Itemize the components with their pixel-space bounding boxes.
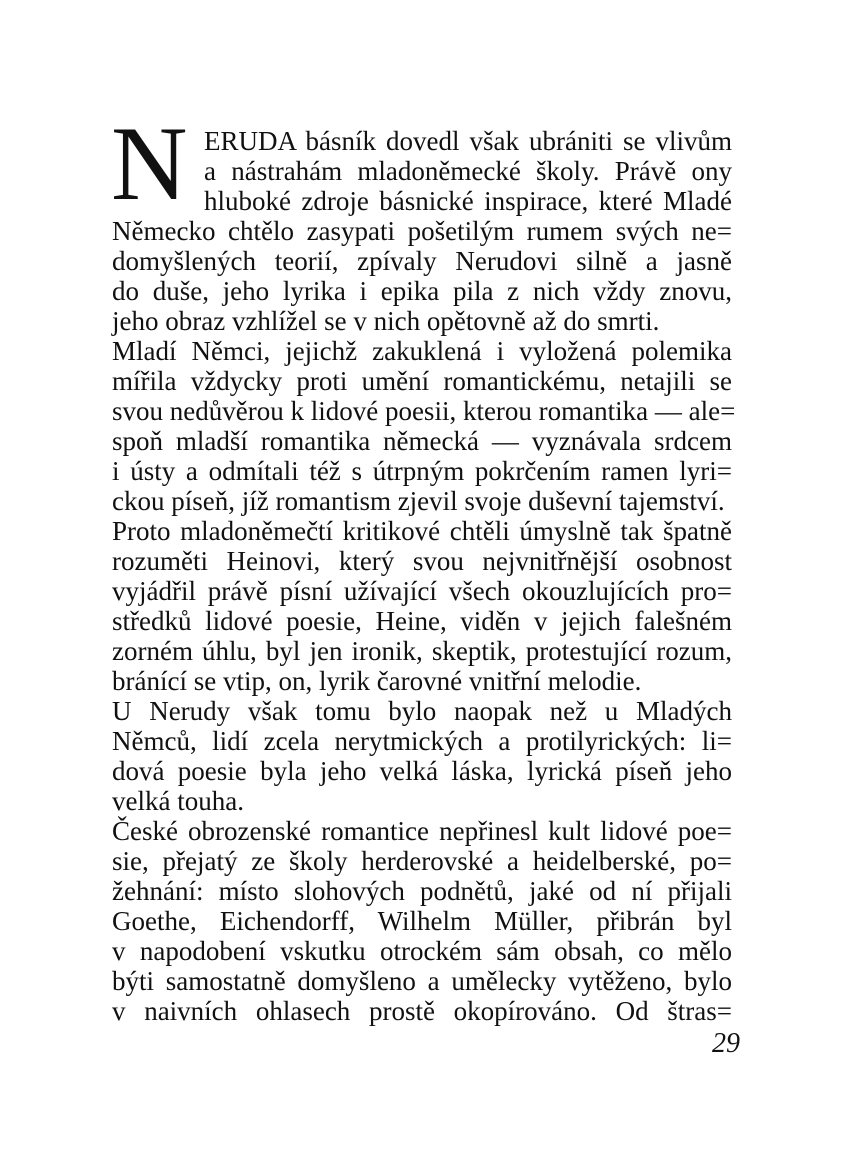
text-line: Proto mladoněmečtí kritikové chtěli úmyslně tak špatně bbox=[112, 516, 732, 546]
text-line: i ústy a odmítali též s útrpným pokrčením ramen lyri= bbox=[112, 456, 732, 486]
text-line: středků lidové poesie, Heine, viděn v jejich falešném bbox=[112, 606, 732, 636]
page-number: 29 bbox=[712, 1028, 740, 1059]
text-line: Německo chtělo zasypati pošetilým rumem svých ne= bbox=[112, 216, 732, 246]
text-line: Mladí Němci, jejichž zakuklená i vyložená polemika bbox=[112, 336, 732, 366]
text-line: sie, přejatý ze školy herderovské a heidelberské, po= bbox=[112, 846, 732, 876]
text-line: žehnání: místo slohových podnětů, jaké od ní přijali bbox=[112, 876, 732, 906]
text-line: rozuměti Heinovi, který svou nejvnitřnější osobnost bbox=[112, 546, 732, 576]
text-line: jeho obraz vzhlížel se v nich opětovně až do smrti. bbox=[112, 306, 660, 336]
text-line: Němců, lidí zcela nerytmických a protilyrických: li= bbox=[112, 726, 732, 756]
text-line: ERUDA básník dovedl však ubrániti se vlivům bbox=[204, 126, 732, 156]
text-line: zorném úhlu, byl jen ironik, skeptik, protestující rozum, bbox=[112, 636, 732, 666]
text-line: spoň mladší romantika německá — vyznávala srdcem bbox=[112, 426, 732, 456]
text-line: domyšlených teorií, zpívaly Nerudovi silně a jasně bbox=[112, 246, 732, 276]
text-line: v naivních ohlasech prostě okopírováno. Od štras= bbox=[112, 996, 732, 1026]
text-line: hluboké zdroje básnické inspirace, které Mladé bbox=[204, 186, 732, 216]
text-line: svou nedůvěrou k lidové poesii, kterou romantika — ale= bbox=[112, 396, 736, 426]
text-line: býti samostatně domyšleno a umělecky vytěženo, bylo bbox=[112, 966, 732, 996]
drop-cap: N bbox=[111, 105, 188, 222]
text-line: U Nerudy však tomu bylo naopak než u Mladých bbox=[112, 696, 732, 726]
text-line: dová poesie byla jeho velká láska, lyrická píseň jeho bbox=[112, 756, 732, 786]
text-line: a nástrahám mladoněmecké školy. Právě ony bbox=[204, 156, 732, 186]
text-line: České obrozenské romantice nepřinesl kult lidové poe= bbox=[112, 816, 732, 846]
text-line: do duše, jeho lyrika i epika pila z nich vždy znovu, bbox=[112, 276, 732, 306]
text-line: Goethe, Eichendorff, Wilhelm Müller, přibrán byl bbox=[112, 906, 732, 936]
text-line: ckou píseň, jíž romantism zjevil svoje duševní tajemství. bbox=[112, 486, 725, 516]
text-line: bránící se vtip, on, lyrik čarovné vnitřní melodie. bbox=[112, 666, 642, 696]
text-line: mířila vždycky proti umění romantickému, netajili se bbox=[112, 366, 732, 396]
text-line: velká touha. bbox=[112, 786, 244, 816]
text-line: v napodobení vskutku otrockém sám obsah, co mělo bbox=[112, 936, 732, 966]
text-line: vyjádřil právě písní užívající všech okouzlujících pro= bbox=[112, 576, 732, 606]
